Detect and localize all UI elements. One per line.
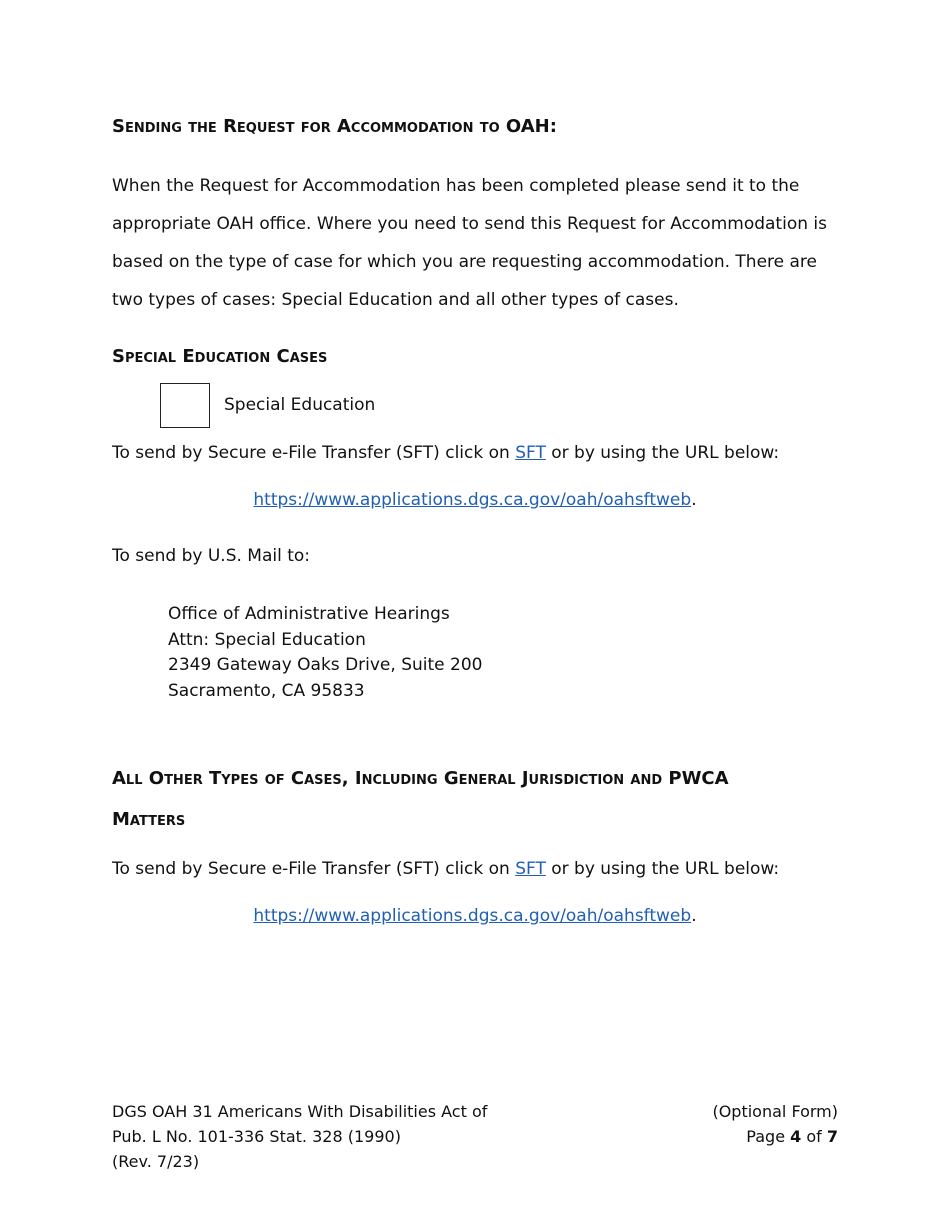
special-education-url-line — [0, 490, 950, 510]
footer-line: (Rev. 7/23) — [112, 1152, 200, 1171]
address-line: 2349 Gateway Oaks Drive, Suite 200 — [168, 655, 483, 675]
page-total: 7 — [826, 1127, 838, 1146]
heading-all-other-cases-line2: Matters — [112, 809, 186, 830]
address-line: Office of Administrative Hearings — [168, 604, 450, 624]
footer-form-info — [112, 1099, 487, 1174]
sft-line-prefix: To send by Secure e-File Transfer (SFT) click on — [112, 859, 516, 879]
mail-intro: To send by U.S. Mail to: — [112, 546, 311, 566]
sft-link[interactable]: SFT — [515, 859, 546, 879]
footer-page-info — [712, 1099, 838, 1149]
sft-line-suffix: or by using the URL below: — [545, 443, 780, 463]
footer-line: DGS OAH 31 Americans With Disabilities Act of — [112, 1102, 488, 1121]
mailing-address-block — [168, 602, 482, 704]
page-number — [712, 1124, 838, 1149]
optional-form-label: (Optional Form) — [712, 1102, 838, 1121]
heading-sending-request: Sending the Request for Accommodation to OAH: — [112, 116, 557, 137]
sft-line-suffix: or by using the URL below: — [545, 859, 780, 879]
heading-special-education-cases: Special Education Cases — [112, 346, 328, 367]
heading-all-other-cases-line1: All Other Types of Cases, Including General Jurisdiction and PWCA — [112, 768, 729, 789]
url-period: . — [691, 490, 697, 510]
sft-line-prefix: To send by Secure e-File Transfer (SFT) click on — [112, 443, 516, 463]
other-cases-sft-line — [112, 859, 779, 879]
oah-sft-url-link[interactable]: https://www.applications.dgs.ca.gov/oah/oahsftweb — [253, 906, 692, 926]
sft-link[interactable]: SFT — [515, 443, 546, 463]
oah-sft-url-link[interactable]: https://www.applications.dgs.ca.gov/oah/oahsftweb — [253, 490, 692, 510]
page-label: Page — [746, 1127, 791, 1146]
sending-instructions-paragraph: When the Request for Accommodation has been completed please send it to the appropriate OAH office. Where you need to send this Request for Accommodation is based on the type of case for which you are requesting accommodation. There are two types of cases: Special Education and all other types of cases. — [112, 176, 827, 310]
page-current: 4 — [790, 1127, 802, 1146]
address-line: Sacramento, CA 95833 — [168, 680, 365, 701]
other-cases-url-line — [0, 906, 950, 926]
page-of: of — [801, 1127, 827, 1146]
special-education-checkbox-label: Special Education — [224, 395, 376, 415]
special-education-sft-line — [112, 443, 779, 463]
address-line: Attn: Special Education — [168, 629, 366, 650]
special-education-checkbox[interactable] — [160, 383, 210, 428]
url-period: . — [691, 906, 697, 926]
footer-line: Pub. L No. 101-336 Stat. 328 (1990) — [112, 1127, 401, 1146]
